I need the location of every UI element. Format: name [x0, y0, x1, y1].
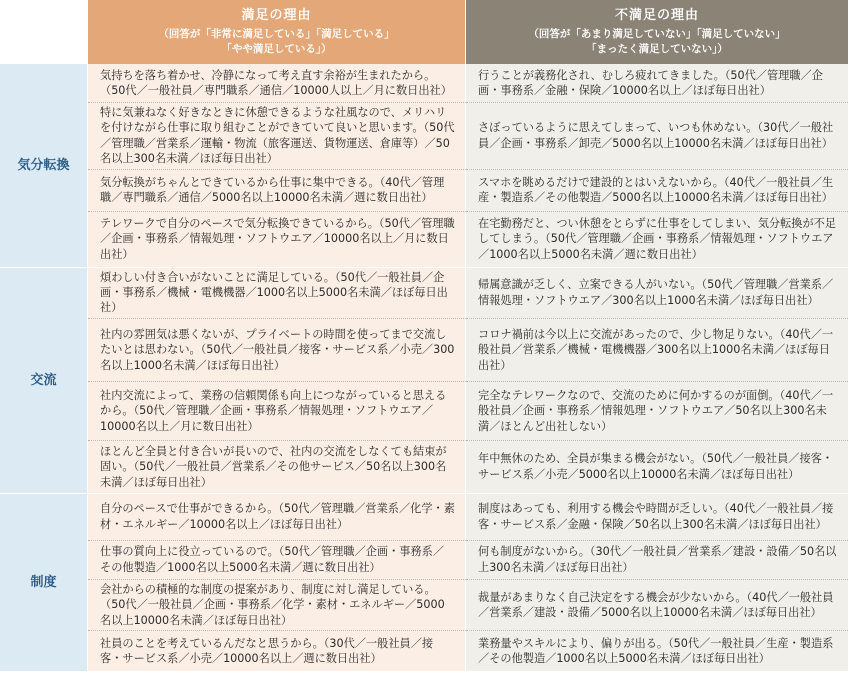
satisfied-reason: テレワークで自分のペースで気分転換できているから。（50代／管理職／企画・事務系／情報処理・ソフトウエア／10000名以上／月に数日出社）	[88, 212, 466, 268]
dissatisfied-reason: さぼっているように思えてしまって、いつも休めない。（30代／一般社員／企画・事務系／卸売／5000名以上10000名未満／ほぼ毎日出社）	[466, 103, 848, 170]
dissatisfied-reason: 行うことが義務化され、むしろ疲れてきました。（50代／管理職／企画・事務系／金融・保険／10000名以上／ほぼ毎日出社）	[466, 64, 848, 103]
satisfied-reason: 仕事の質向上に役立っているので。（50代／管理職／企画・事務系／その他製造／1000名以上5000名未満／週に数日出社）	[88, 541, 466, 580]
satisfied-reason: ほとんど全員と付き合いが長いので、社内の交流をしなくても結束が固い。（50代／一般社員／営業系／その他サービス／50名以上300名未満／ほぼ毎日出社）	[88, 441, 466, 494]
table-row	[0, 541, 848, 580]
header-satisfied-sub-line2: 「やや満足している」）	[221, 43, 332, 55]
dissatisfied-reason: 裁量があまりなく自己決定をする機会が少ないから。（40代／一般社員／営業系／建設・設備／5000名以上10000名未満／ほぼ毎日出社）	[466, 580, 848, 631]
category-label-interaction: 交流	[0, 268, 88, 494]
dissatisfied-reason: 何も制度がないから。（30代／一般社員／営業系／建設・設備／50名以上300名未満／ほぼ毎日出社）	[466, 541, 848, 580]
table-row	[0, 170, 848, 212]
header-corner	[0, 0, 88, 64]
satisfied-reason: 気分転換がちゃんとできているから仕事に集中できる。（40代／管理職／専門職系／通信／5000名以上10000名未満／週に数日出社）	[88, 170, 466, 212]
satisfied-reason: 社内交流によって、業務の信頼関係も向上につながっていると思えるから。（50代／管理職／企画・事務系／情報処理・ソフトウエア／10000名以上／月に数日出社）	[88, 382, 466, 441]
table-row	[0, 580, 848, 631]
dissatisfied-reason: 制度はあっても、利用する機会や時間が乏しい。（40代／一般社員／接客・サービス系／金融・保険／50名以上300名未満／ほぼ毎日出社）	[466, 494, 848, 541]
table-row	[0, 103, 848, 170]
dissatisfied-reason: 年中無休のため、全員が集まる機会がない。（50代／一般社員／接客・サービス系／小売／5000名以上10000名未満／ほぼ毎日出社）	[466, 441, 848, 494]
header-dissatisfied-sub-line2: 「まったく満足していない」）	[586, 43, 728, 55]
header-dissatisfied	[466, 0, 848, 64]
table-row	[0, 319, 848, 382]
table-row	[0, 268, 848, 319]
dissatisfied-reason: コロナ禍前は今以上に交流があったので、少し物足りない。（40代／一般社員／営業系／機械・電機機器／300名以上1000名未満／ほぼ毎日出社）	[466, 319, 848, 382]
table-row	[0, 382, 848, 441]
satisfied-reason: 自分のペースで仕事ができるから。（50代／管理職／営業系／化学・素材・エネルギー／10000名以上／ほぼ毎日出社）	[88, 494, 466, 541]
dissatisfied-reason: 帰属意識が乏しく、立案できる人がいない。（50代／管理職／営業系／情報処理・ソフトウエア／300名以上1000名未満／ほぼ毎日出社）	[466, 268, 848, 319]
header-row	[0, 0, 848, 64]
satisfied-reason: 特に気兼ねなく好きなときに休憩できるような社風なので、メリハリを付けながら仕事に取り組むことができていて良いと思います。（50代／管理職／営業系／運輸・物流（旅客運送、貨物運送、倉庫等）／50名以上300名未満／ほぼ毎日出社）	[88, 103, 466, 170]
satisfied-reason: 気持ちを落ち着かせ、冷静になって考え直す余裕が生まれたから。（50代／一般社員／専門職系／通信／10000人以上／月に数日出社）	[88, 64, 466, 103]
header-satisfied-title: 満足の理由	[241, 8, 312, 23]
dissatisfied-reason: スマホを眺めるだけで建設的とはいえないから。（40代／一般社員／生産・製造系／その他製造／5000名以上10000名未満／ほぼ毎日出社）	[466, 170, 848, 212]
table-row	[0, 494, 848, 541]
satisfied-reason: 社員のことを考えているんだなと思うから。（30代／一般社員／接客・サービス系／小売／10000名以上／週に数日出社）	[88, 631, 466, 672]
table-row	[0, 64, 848, 103]
satisfied-reason: 会社からの積極的な制度の提案があり、制度に対し満足している。（50代／一般社員／企画・事務系／化学・素材・エネルギー／5000名以上10000名未満／ほぼ毎日出社）	[88, 580, 466, 631]
dissatisfied-reason: 業務量やスキルにより、偏りが出る。（50代／一般社員／生産・製造系／その他製造／1000名以上5000名未満／ほぼ毎日出社）	[466, 631, 848, 672]
satisfied-reason: 社内の雰囲気は悪くないが、プライベートの時間を使ってまで交流したいとは思わない。（50代／一般社員／接客・サービス系／小売／300名以上1000名未満／ほぼ毎日出社）	[88, 319, 466, 382]
table-row	[0, 212, 848, 268]
dissatisfied-reason: 在宅勤務だと、つい休憩をとらずに仕事をしてしまい、気分転換が不足してしまう。（50代／管理職／企画・事務系／情報処理・ソフトウエア／1000名以上5000名未満／週に数日出社）	[466, 212, 848, 268]
table-row	[0, 631, 848, 672]
header-dissatisfied-title: 不満足の理由	[614, 8, 699, 23]
dissatisfied-reason: 完全なテレワークなので、交流のために何かするのが面倒。（40代／一般社員／企画・事務系／情報処理・ソフトウエア／50名以上300名未満／ほとんど出社しない）	[466, 382, 848, 441]
satisfied-reason: 煩わしい付き合いがないことに満足している。（50代／一般社員／企画・事務系／機械・電機機器／1000名以上5000名未満／ほぼ毎日出社）	[88, 268, 466, 319]
header-dissatisfied-sub-line1: （回答が「あまり満足していない」「満足していない」	[528, 28, 786, 40]
header-satisfied-sub-line1: （回答が「非常に満足している」「満足している」	[158, 28, 395, 40]
category-label-system: 制度	[0, 494, 88, 672]
table-row	[0, 441, 848, 494]
category-label-refresh: 気分転換	[0, 64, 88, 268]
header-satisfied	[88, 0, 466, 64]
